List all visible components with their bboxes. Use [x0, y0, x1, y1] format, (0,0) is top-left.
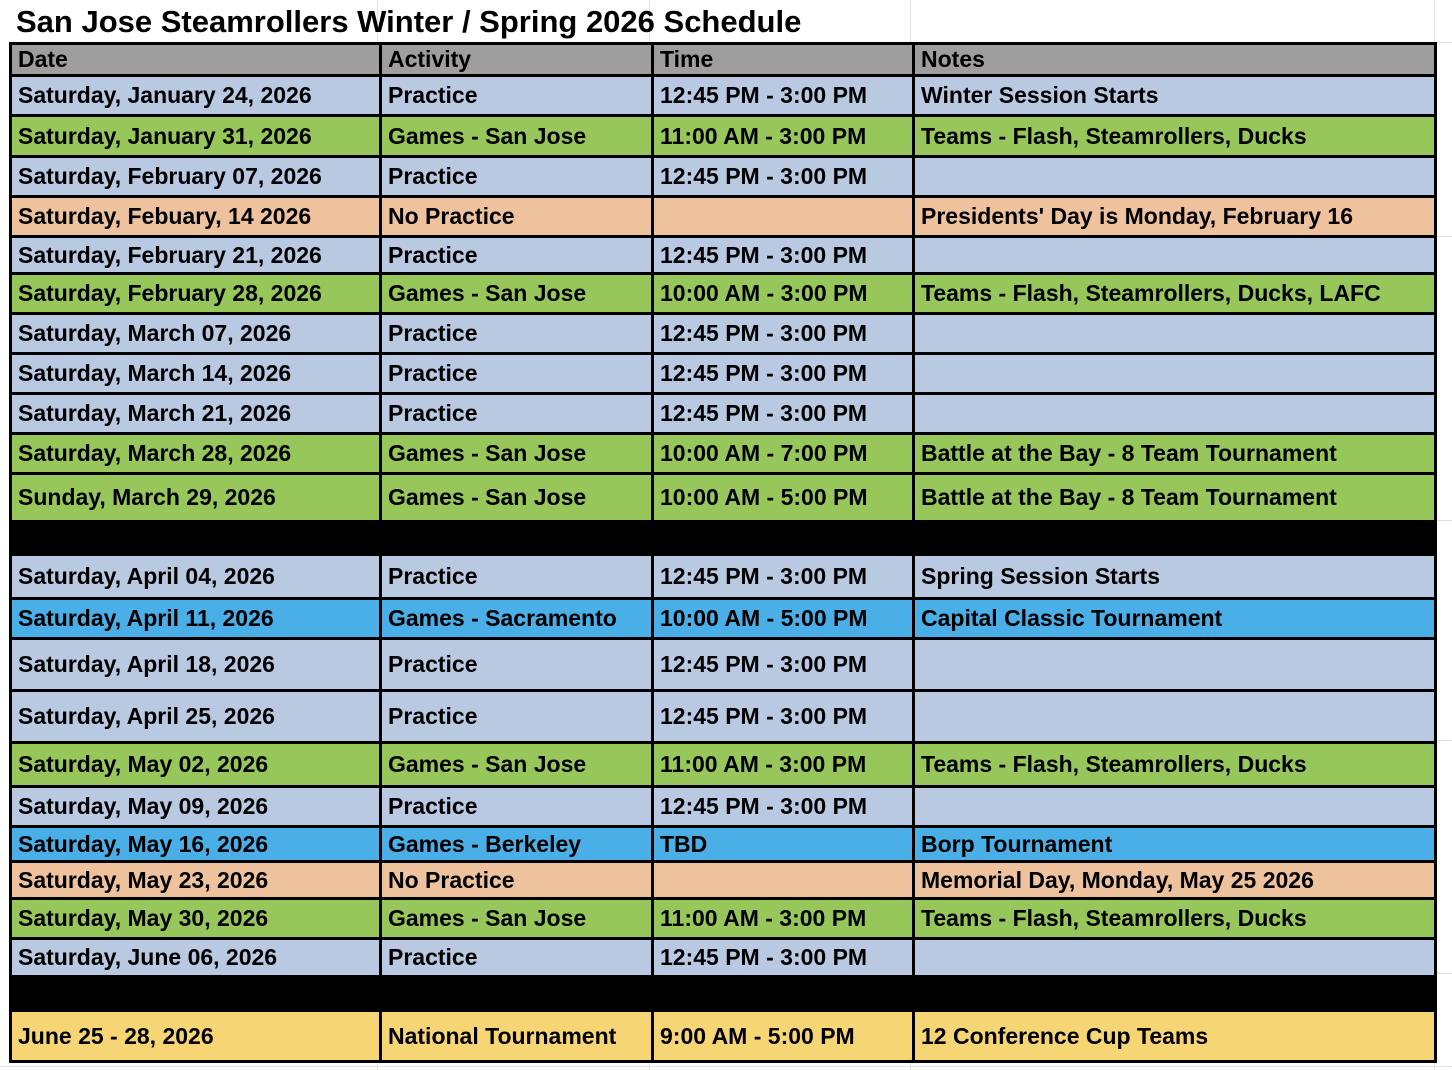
date-cell[interactable]: Saturday, May 02, 2026	[11, 743, 381, 787]
table-row	[11, 274, 1436, 314]
date-cell[interactable]: Saturday, March 07, 2026	[11, 314, 381, 354]
date-cell[interactable]: Saturday, February 07, 2026	[11, 157, 381, 197]
notes-cell[interactable]: Teams - Flash, Steamrollers, Ducks	[914, 116, 1436, 157]
schedule-table	[9, 42, 1437, 1063]
notes-cell[interactable]: Teams - Flash, Steamrollers, Ducks	[914, 899, 1436, 939]
time-cell[interactable]: 12:45 PM - 3:00 PM	[653, 691, 914, 743]
separator-cell	[381, 522, 653, 555]
table-row	[11, 434, 1436, 474]
activity-cell[interactable]: Games - Berkeley	[381, 827, 653, 862]
table-row	[11, 862, 1436, 899]
page-title: San Jose Steamrollers Winter / Spring 2026 Schedule	[16, 4, 802, 39]
time-cell[interactable]: 12:45 PM - 3:00 PM	[653, 555, 914, 599]
date-cell[interactable]: Sunday, March 29, 2026	[11, 474, 381, 522]
notes-cell[interactable]: Winter Session Starts	[914, 76, 1436, 116]
table-row	[11, 116, 1436, 157]
table-row	[11, 197, 1436, 237]
notes-cell[interactable]: Teams - Flash, Steamrollers, Ducks, LAFC	[914, 274, 1436, 314]
table-row	[11, 314, 1436, 354]
column-header-notes[interactable]: Notes	[914, 44, 1436, 76]
time-cell[interactable]: TBD	[653, 827, 914, 862]
activity-cell[interactable]: Practice	[381, 394, 653, 434]
notes-cell[interactable]	[914, 157, 1436, 197]
date-cell[interactable]: Saturday, February 21, 2026	[11, 237, 381, 274]
notes-cell[interactable]: Battle at the Bay - 8 Team Tournament	[914, 434, 1436, 474]
notes-cell[interactable]: 12 Conference Cup Teams	[914, 1011, 1436, 1062]
time-cell[interactable]: 10:00 AM - 5:00 PM	[653, 474, 914, 522]
date-cell[interactable]: Saturday, May 09, 2026	[11, 787, 381, 827]
activity-cell[interactable]: No Practice	[381, 862, 653, 899]
notes-cell[interactable]	[914, 787, 1436, 827]
separator-cell	[653, 977, 914, 1011]
activity-cell[interactable]: Games - San Jose	[381, 474, 653, 522]
table-row	[11, 939, 1436, 977]
notes-cell[interactable]	[914, 639, 1436, 691]
date-cell[interactable]: Saturday, March 28, 2026	[11, 434, 381, 474]
activity-cell[interactable]: Practice	[381, 314, 653, 354]
time-cell[interactable]	[653, 197, 914, 237]
date-cell[interactable]: Saturday, May 30, 2026	[11, 899, 381, 939]
time-cell[interactable]: 12:45 PM - 3:00 PM	[653, 237, 914, 274]
notes-cell[interactable]: Battle at the Bay - 8 Team Tournament	[914, 474, 1436, 522]
time-cell[interactable]: 10:00 AM - 3:00 PM	[653, 274, 914, 314]
date-cell[interactable]: Saturday, March 21, 2026	[11, 394, 381, 434]
date-cell[interactable]: June 25 - 28, 2026	[11, 1011, 381, 1062]
table-row	[11, 394, 1436, 434]
table-row	[11, 899, 1436, 939]
time-cell[interactable]: 12:45 PM - 3:00 PM	[653, 639, 914, 691]
separator-cell	[914, 977, 1436, 1011]
activity-cell[interactable]: Games - Sacramento	[381, 599, 653, 639]
time-cell[interactable]: 11:00 AM - 3:00 PM	[653, 116, 914, 157]
notes-cell[interactable]: Presidents' Day is Monday, February 16	[914, 197, 1436, 237]
separator-row	[11, 522, 1436, 555]
table-row	[11, 1011, 1436, 1062]
notes-cell[interactable]	[914, 314, 1436, 354]
date-cell[interactable]: Saturday, January 24, 2026	[11, 76, 381, 116]
date-cell[interactable]: Saturday, January 31, 2026	[11, 116, 381, 157]
notes-cell[interactable]: Memorial Day, Monday, May 25 2026	[914, 862, 1436, 899]
activity-cell[interactable]: Practice	[381, 76, 653, 116]
table-row	[11, 827, 1436, 862]
notes-cell[interactable]	[914, 354, 1436, 394]
separator-cell	[914, 522, 1436, 555]
notes-cell[interactable]: Teams - Flash, Steamrollers, Ducks	[914, 743, 1436, 787]
date-cell[interactable]: Saturday, April 25, 2026	[11, 691, 381, 743]
date-cell[interactable]: Saturday, April 04, 2026	[11, 555, 381, 599]
table-row	[11, 639, 1436, 691]
column-header-time[interactable]: Time	[653, 44, 914, 76]
time-cell[interactable]: 9:00 AM - 5:00 PM	[653, 1011, 914, 1062]
table-row	[11, 743, 1436, 787]
activity-cell[interactable]: Practice	[381, 555, 653, 599]
activity-cell[interactable]: Games - San Jose	[381, 434, 653, 474]
date-cell[interactable]: Saturday, March 14, 2026	[11, 354, 381, 394]
activity-cell[interactable]: No Practice	[381, 197, 653, 237]
date-cell[interactable]: Saturday, June 06, 2026	[11, 939, 381, 977]
activity-cell[interactable]: Games - San Jose	[381, 743, 653, 787]
header-row	[11, 44, 1436, 76]
separator-cell	[11, 977, 381, 1011]
table-row	[11, 76, 1436, 116]
notes-cell[interactable]: Borp Tournament	[914, 827, 1436, 862]
activity-cell[interactable]: Practice	[381, 787, 653, 827]
table-row	[11, 474, 1436, 522]
table-row	[11, 237, 1436, 274]
table-row	[11, 157, 1436, 197]
table-row	[11, 691, 1436, 743]
notes-cell[interactable]	[914, 939, 1436, 977]
date-cell[interactable]: Saturday, May 23, 2026	[11, 862, 381, 899]
separator-cell	[653, 522, 914, 555]
table-row	[11, 787, 1436, 827]
separator-cell	[11, 522, 381, 555]
activity-cell[interactable]: Practice	[381, 354, 653, 394]
separator-row	[11, 977, 1436, 1011]
date-cell[interactable]: Saturday, April 18, 2026	[11, 639, 381, 691]
table-row	[11, 599, 1436, 639]
time-cell[interactable]: 12:45 PM - 3:00 PM	[653, 787, 914, 827]
column-header-date[interactable]: Date	[11, 44, 381, 76]
table-row	[11, 354, 1436, 394]
date-cell[interactable]: Saturday, Febuary, 14 2026	[11, 197, 381, 237]
date-cell[interactable]: Saturday, February 28, 2026	[11, 274, 381, 314]
separator-cell	[381, 977, 653, 1011]
activity-cell[interactable]: Practice	[381, 157, 653, 197]
activity-cell[interactable]: Practice	[381, 639, 653, 691]
time-cell[interactable]: 11:00 AM - 3:00 PM	[653, 743, 914, 787]
time-cell[interactable]: 12:45 PM - 3:00 PM	[653, 394, 914, 434]
notes-cell[interactable]: Capital Classic Tournament	[914, 599, 1436, 639]
activity-cell[interactable]: Practice	[381, 939, 653, 977]
notes-cell[interactable]	[914, 691, 1436, 743]
time-cell[interactable]: 12:45 PM - 3:00 PM	[653, 157, 914, 197]
table-row	[11, 555, 1436, 599]
grid-line	[910, 0, 911, 42]
activity-cell[interactable]: Practice	[381, 691, 653, 743]
activity-cell[interactable]: National Tournament	[381, 1011, 653, 1062]
activity-cell[interactable]: Practice	[381, 237, 653, 274]
time-cell[interactable]: 11:00 AM - 3:00 PM	[653, 899, 914, 939]
grid-line	[0, 1066, 1452, 1067]
notes-cell[interactable]	[914, 237, 1436, 274]
time-cell[interactable]: 12:45 PM - 3:00 PM	[653, 76, 914, 116]
notes-cell[interactable]: Spring Session Starts	[914, 555, 1436, 599]
activity-cell[interactable]: Games - San Jose	[381, 899, 653, 939]
activity-cell[interactable]: Games - San Jose	[381, 116, 653, 157]
time-cell[interactable]: 10:00 AM - 5:00 PM	[653, 599, 914, 639]
date-cell[interactable]: Saturday, May 16, 2026	[11, 827, 381, 862]
notes-cell[interactable]	[914, 394, 1436, 434]
time-cell[interactable]: 12:45 PM - 3:00 PM	[653, 314, 914, 354]
column-header-activity[interactable]: Activity	[381, 44, 653, 76]
time-cell[interactable]: 12:45 PM - 3:00 PM	[653, 354, 914, 394]
time-cell[interactable]: 10:00 AM - 7:00 PM	[653, 434, 914, 474]
activity-cell[interactable]: Games - San Jose	[381, 274, 653, 314]
time-cell[interactable]: 12:45 PM - 3:00 PM	[653, 939, 914, 977]
time-cell[interactable]	[653, 862, 914, 899]
date-cell[interactable]: Saturday, April 11, 2026	[11, 599, 381, 639]
